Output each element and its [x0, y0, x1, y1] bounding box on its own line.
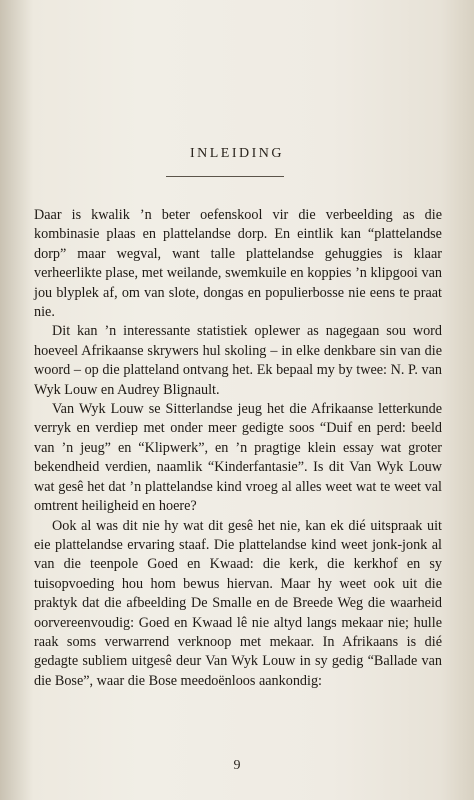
- body-text: [34, 206, 442, 691]
- paragraph: Dit kan ’n interessante statistiek oplewer as nagegaan sou word hoeveel Afrikaanse skrywers hul skoling – in elke denkbare sin van die woord – op die platteland ontvang het. Ek bepaal my by twee: N. P. van Wyk Louw en Audrey Blignault.: [34, 323, 442, 398]
- heading-rule: [166, 176, 284, 177]
- paragraph: Ook al was dit nie hy wat dit gesê het nie, kan ek dié uitspraak uit eie plattelandse ervaring staaf. Die plattelandse kind weet jonk-jonk al van die teenpole Goed en Kwaad: die kerk, die kerkhof en sy tuisopvoeding hou hom bewus hiervan. Maar hy weet ook uit die praktyk dat die afbeelding De Smalle en de Breede Weg die waarheid oorvereenvoudig: Goed en Kwaad lê nie altyd langs mekaar nie; hulle raak soms verwarrend verknoop met mekaar. In Afrikaans is dié gedagte subliem uitgesê deur Van Wyk Louw in sy gedig “Ballade van die Bose”, waar die Bose meedoënloos aankondig:: [34, 517, 442, 689]
- paragraph: Daar is kwalik ’n beter oefenskool vir die verbeelding as die kombinasie plaas en plattelandse dorp. En eintlik kan “plattelandse dorp” maar wegval, want talle plattelandse gehuggies is klaar verheerlikte plase, met weilande, swemkuile en koppies ’n klipgooi van jou blyplek af, om van slote, dongas en populierbosse nie eens te praat nie.: [34, 207, 442, 321]
- chapter-heading: INLEIDING: [189, 146, 285, 161]
- page-number: 9: [233, 758, 241, 773]
- paragraph: Van Wyk Louw se Sitterlandse jeug het die Afrikaanse letterkunde verryk en verdiep met onder meer gedigte soos “Duif en perd: beeld van ’n jeug” en “Klipwerk”, en ’n pragtige klein essay wat groter bekendheid verdien, naamlik “Kinderfantasie”. Is dit Van Wyk Louw wat gesê het dat ’n plattelandse kind vroeg al alles weet wat te weet val omtrent heiligheid en hoere?: [34, 401, 442, 515]
